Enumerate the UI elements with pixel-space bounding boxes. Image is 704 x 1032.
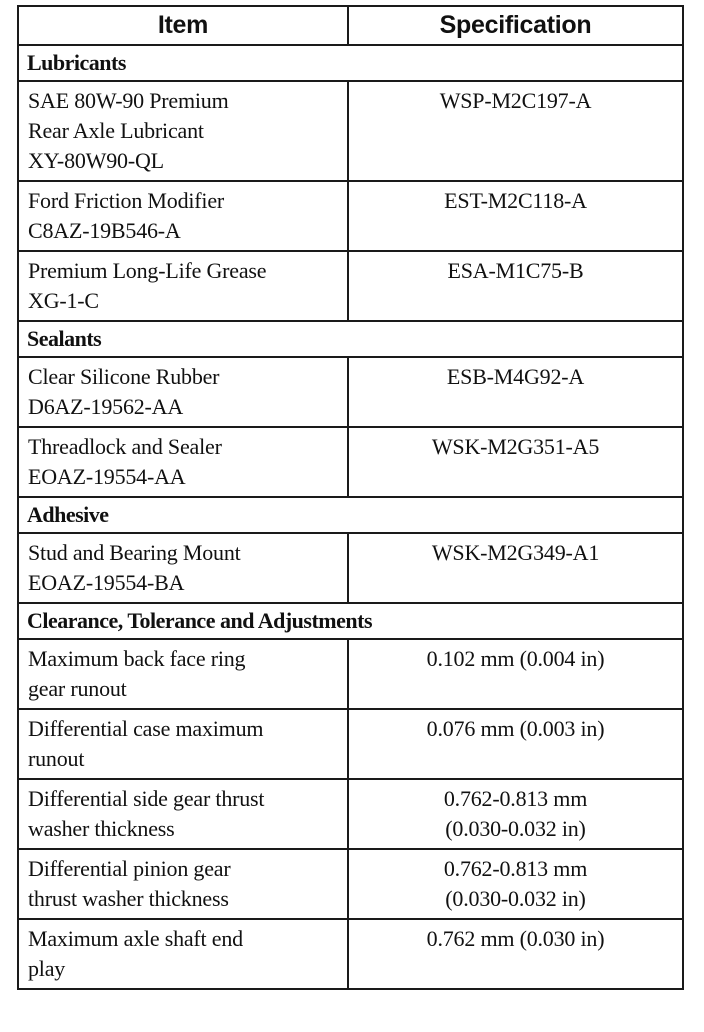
table-row [18, 779, 683, 849]
item-cell: SAE 80W-90 Premium Rear Axle Lubricant XY-80W90-QL [18, 81, 348, 181]
spec-cell: WSP-M2C197-A [348, 81, 683, 181]
table-row [18, 81, 683, 181]
table-row [18, 357, 683, 427]
spec-cell: 0.762-0.813 mm (0.030-0.032 in) [348, 849, 683, 919]
table-row [18, 427, 683, 497]
section-row-sealants [18, 321, 683, 357]
item-cell: Differential pinion gear thrust washer thickness [18, 849, 348, 919]
table-row [18, 709, 683, 779]
item-cell: Threadlock and Sealer EOAZ-19554-AA [18, 427, 348, 497]
section-title: Adhesive [18, 497, 683, 533]
spec-cell: 0.076 mm (0.003 in) [348, 709, 683, 779]
item-cell: Clear Silicone Rubber D6AZ-19562-AA [18, 357, 348, 427]
item-cell: Differential side gear thrust washer thickness [18, 779, 348, 849]
table-row [18, 639, 683, 709]
spec-cell: WSK-M2G351-A5 [348, 427, 683, 497]
section-row-lubricants [18, 45, 683, 81]
item-cell: Stud and Bearing Mount EOAZ-19554-BA [18, 533, 348, 603]
item-cell: Maximum axle shaft end play [18, 919, 348, 989]
column-header-item: Item [18, 6, 348, 45]
item-cell: Differential case maximum runout [18, 709, 348, 779]
section-title: Sealants [18, 321, 683, 357]
item-cell: Ford Friction Modifier C8AZ-19B546-A [18, 181, 348, 251]
spec-cell: WSK-M2G349-A1 [348, 533, 683, 603]
table-header-row [18, 6, 683, 45]
spec-cell: ESB-M4G92-A [348, 357, 683, 427]
spec-cell: 0.102 mm (0.004 in) [348, 639, 683, 709]
spec-cell: 0.762-0.813 mm (0.030-0.032 in) [348, 779, 683, 849]
table-row [18, 849, 683, 919]
item-cell: Premium Long-Life Grease XG-1-C [18, 251, 348, 321]
spec-cell: EST-M2C118-A [348, 181, 683, 251]
table-row [18, 251, 683, 321]
spec-cell: 0.762 mm (0.030 in) [348, 919, 683, 989]
section-title: Lubricants [18, 45, 683, 81]
spec-cell: ESA-M1C75-B [348, 251, 683, 321]
item-cell: Maximum back face ring gear runout [18, 639, 348, 709]
section-row-clearance [18, 603, 683, 639]
table-row [18, 533, 683, 603]
specification-table [17, 5, 684, 990]
section-row-adhesive [18, 497, 683, 533]
table-row [18, 181, 683, 251]
column-header-specification: Specification [348, 6, 683, 45]
section-title: Clearance, Tolerance and Adjustments [18, 603, 683, 639]
table-row [18, 919, 683, 989]
